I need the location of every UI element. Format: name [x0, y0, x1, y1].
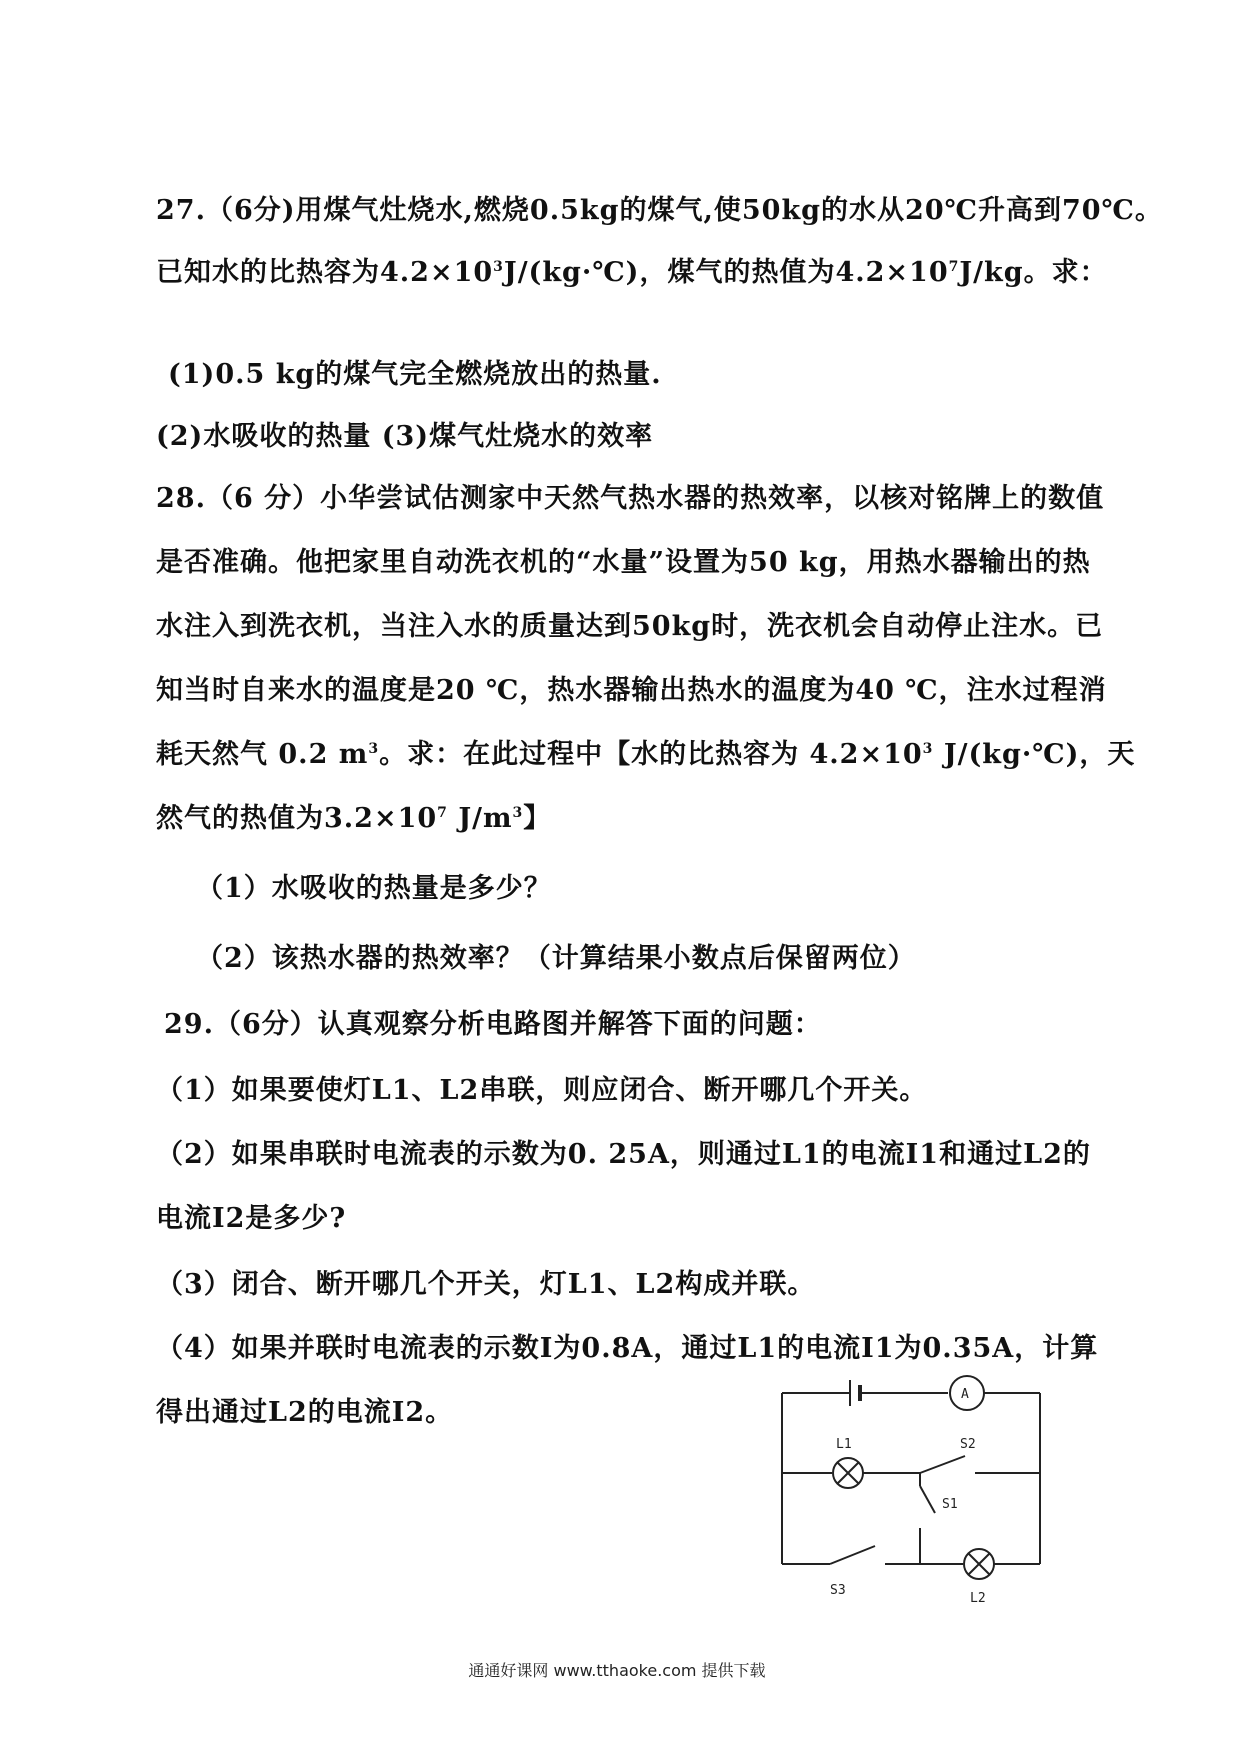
- q28-line2: 是否准确。他把家里自动洗衣机的“水量”设置为50 kg，用热水器输出的热: [156, 547, 1091, 578]
- q28-line5-sup1: 3: [368, 741, 380, 757]
- s1-label: S1: [942, 1497, 958, 1512]
- q28-line3: 水注入到洗衣机，当注入水的质量达到50kg时，洗衣机会自动停止注水。已: [156, 611, 1104, 642]
- q28-line5-c: J/(kg·℃)，天: [933, 739, 1136, 770]
- q28-sub1: （1）水吸收的热量是多少？: [196, 873, 552, 904]
- q29-sub2-line2: 电流I2是多少?: [156, 1203, 347, 1234]
- q27-sub1: (1)0.5 kg的煤气完全燃烧放出的热量.: [168, 359, 662, 390]
- s3-label: S3: [830, 1583, 846, 1598]
- q27-line1: 27.（6分)用煤气灶烧水,燃烧0.5kg的煤气,使50kg的水从20℃升高到70℃。: [156, 195, 1163, 226]
- q29-sub1: （1）如果要使灯L1、L2串联，则应闭合、断开哪几个开关。: [156, 1075, 928, 1106]
- q29-sub4-line1: （4）如果并联时电流表的示数I为0.8A，通过L1的电流I1为0.35A，计算: [156, 1333, 1099, 1364]
- q28-line6-sup1: 7: [437, 805, 448, 821]
- q28-line6-b: J/m: [447, 803, 513, 834]
- switch-s3-blade: [830, 1546, 875, 1564]
- q27-sub2: (2)水吸收的热量 (3)煤气灶烧水的效率: [156, 421, 654, 452]
- q27-line2-b: J/(kg·℃)，煤气的热值为4.2×10: [503, 257, 949, 288]
- circuit-diagram: [770, 1368, 1060, 1603]
- footer-credit: 通通好课网 www.tthaoke.com 提供下载: [468, 1661, 766, 1680]
- q28-line4: 知当时自来水的温度是20 ℃，热水器输出热水的温度为40 ℃，注水过程消: [156, 675, 1107, 706]
- q29-sub3: （3）闭合、断开哪几个开关，灯L1、L2构成并联。: [156, 1269, 816, 1300]
- q28-line6-sup2: 3: [512, 805, 524, 821]
- q28-line6: [156, 796, 551, 835]
- ammeter-label: A: [961, 1387, 969, 1402]
- q28-sub2: （2）该热水器的热效率？（计算结果小数点后保留两位）: [196, 943, 916, 974]
- q28-line6-a: 然气的热值为3.2×10: [156, 803, 438, 834]
- q28-line5: [156, 732, 1135, 771]
- switch-s2-blade: [920, 1456, 965, 1473]
- q27-sup2: 7: [948, 259, 960, 275]
- q29-sub4-line2: 得出通过L2的电流I2。: [156, 1397, 454, 1428]
- q27-line2: [156, 250, 1108, 289]
- q27-line2-a: 已知水的比热容为4.2×10: [156, 257, 494, 288]
- q28-line5-sup2: 3: [922, 741, 934, 757]
- l2-label: L2: [970, 1591, 986, 1603]
- q28-line6-c: 】: [523, 803, 552, 834]
- q28-line1: 28.（6 分）小华尝试估测家中天然气热水器的热效率，以核对铭牌上的数值: [156, 483, 1105, 514]
- q27-line2-c: J/kg。求：: [959, 257, 1108, 288]
- q28-line5-b: 。求：在此过程中【水的比热容为 4.2×10: [379, 739, 923, 770]
- q27-sup1: 3: [493, 259, 504, 275]
- l1-label: L1: [836, 1437, 852, 1452]
- s2-label: S2: [960, 1437, 976, 1452]
- switch-s1-blade: [920, 1486, 935, 1513]
- q29-line1: 29.（6分）认真观察分析电路图并解答下面的问题：: [164, 1009, 822, 1040]
- q29-sub2-line1: （2）如果串联时电流表的示数为0. 25A，则通过L1的电流I1和通过L2的: [156, 1139, 1091, 1170]
- q28-line5-a: 耗天然气 0.2 m: [156, 739, 369, 770]
